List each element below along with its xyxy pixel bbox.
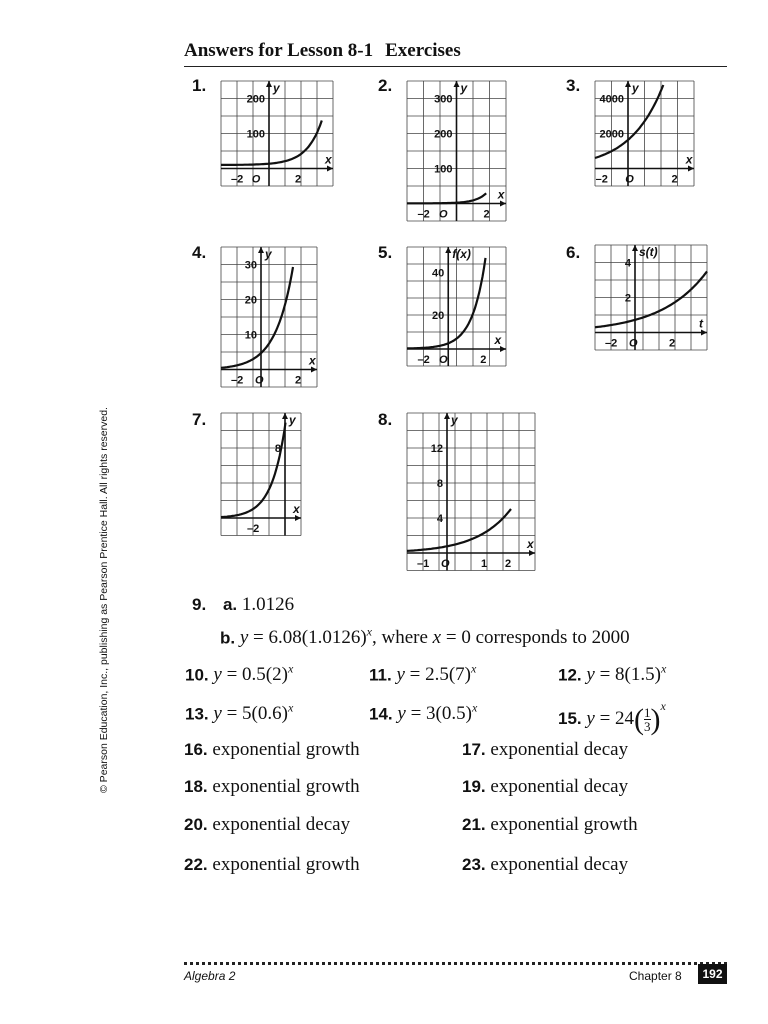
answer-text: exponential decay: [490, 739, 629, 760]
x-tick-label: –2: [417, 208, 430, 221]
answer-number: 15.: [558, 709, 582, 728]
y-axis-name: s(t): [639, 245, 658, 259]
answer-number: 21.: [462, 815, 486, 834]
answer-text: exponential growth: [212, 854, 360, 875]
y-axis-name: y: [273, 81, 280, 95]
x-tick-label: O: [438, 208, 448, 221]
answer-text: 1.0126: [241, 594, 295, 615]
y-tick-label: 20: [432, 310, 445, 322]
answer-text: exponential growth: [490, 814, 638, 835]
y-axis-name: f(x): [452, 247, 471, 261]
answer-formula: $y = 2.5(7)^x$: [396, 662, 477, 686]
x-tick-label: 2: [295, 173, 302, 186]
x-tick-label: O: [441, 558, 450, 570]
answer-formula: $y = 8(1.5)^x$: [586, 662, 667, 686]
answer-text: exponential decay: [490, 854, 629, 875]
answer-12: [558, 662, 666, 686]
y-tick-label: 4: [624, 257, 631, 270]
x-axis-name: x: [293, 502, 300, 516]
y-tick-label: 20: [244, 294, 257, 307]
x-tick-label: –2: [231, 173, 244, 186]
answer-formula: $y = 5(0.6)^x$: [213, 701, 294, 725]
lesson-title: Answers for Lesson 8-1: [184, 40, 374, 61]
answer-text: exponential decay: [212, 814, 351, 835]
page-title: [184, 40, 461, 62]
answer-9a: [192, 594, 294, 616]
arrow-icon: [444, 413, 450, 419]
y-axis-name: y: [632, 81, 639, 95]
coordinate-grid: [595, 245, 707, 350]
x-tick-label: –2: [417, 354, 430, 366]
x-tick-label: 2: [480, 354, 487, 366]
answer-number: 16.: [184, 740, 208, 759]
y-axis-name: y: [289, 413, 296, 427]
y-tick-label: 8: [274, 443, 281, 455]
answer-number: 12.: [558, 665, 582, 685]
x-tick-label: –2: [605, 337, 618, 350]
answer-20: [184, 814, 350, 836]
answer-number: 9.: [192, 595, 207, 614]
y-tick-label: 4000: [599, 93, 624, 106]
exercise-number: 5.: [378, 243, 393, 262]
y-tick-label: 2: [624, 292, 631, 305]
header-rule: [184, 66, 727, 67]
answer-number: 10.: [185, 665, 209, 685]
exercise-number: 8.: [378, 410, 393, 429]
footer-book-title: Algebra 2: [184, 969, 236, 983]
answer-text: exponential growth: [212, 776, 360, 797]
x-tick-label: 2: [669, 337, 676, 350]
answer-number: 22.: [184, 855, 208, 874]
x-axis-name: x: [325, 152, 332, 167]
x-axis-name: x: [527, 537, 534, 551]
y-tick-label: 30: [244, 259, 257, 272]
answer-11: [369, 662, 476, 686]
answer-17: [462, 739, 628, 761]
graph-exercise-5: [406, 246, 507, 367]
y-axis-name: y: [265, 247, 272, 261]
answer-number: 19.: [462, 777, 486, 796]
coordinate-grid: [407, 247, 506, 366]
answer-number: 20.: [184, 815, 208, 834]
x-tick-label: O: [625, 173, 634, 186]
arrow-icon: [258, 247, 264, 253]
y-tick-label: 200: [434, 128, 453, 141]
x-tick-label: –1: [417, 558, 430, 570]
graph-curve: [407, 193, 486, 203]
answer-9b: [220, 625, 630, 649]
answer-21: [462, 814, 638, 836]
arrow-icon: [266, 81, 272, 87]
x-tick-label: 2: [671, 173, 678, 186]
answer-22: [184, 854, 360, 876]
x-axis-name: x: [685, 152, 693, 167]
x-tick-label: –2: [247, 523, 260, 535]
x-tick-label: 1: [481, 558, 488, 570]
answer-14: [369, 701, 477, 725]
graph-exercise-7: [220, 412, 302, 537]
answer-number: 13.: [185, 704, 209, 724]
arrow-icon: [454, 81, 460, 87]
exercise-number: 2.: [378, 76, 393, 95]
y-tick-label: 300: [434, 93, 453, 106]
graph-curve: [221, 121, 322, 165]
answer-formula: $y = 3(0.5)^x$: [397, 701, 478, 725]
graph-exercise-4: [220, 246, 318, 388]
y-tick-label: 10: [244, 329, 257, 342]
answer-19: [462, 776, 628, 798]
y-axis-name: y: [460, 81, 468, 95]
x-axis-name: x: [497, 187, 505, 202]
arrow-icon: [282, 413, 288, 419]
coordinate-grid: [221, 81, 333, 186]
x-tick-label: –2: [231, 374, 244, 387]
answer-16: [184, 739, 360, 761]
answer-formula: y = 24( $\frac{1}{3}$ )$^x$: [586, 699, 666, 736]
x-tick-label: O: [255, 374, 264, 387]
y-tick-label: 100: [246, 128, 265, 141]
footer-dotted-rule: [184, 962, 727, 968]
graph-exercise-8: [406, 412, 536, 572]
x-tick-label: O: [629, 337, 638, 350]
answer-number: 18.: [184, 777, 208, 796]
graph-exercise-2: [406, 80, 507, 222]
part-label: a.: [222, 595, 238, 614]
y-axis-name: y: [451, 413, 458, 427]
graph-exercise-6: [594, 244, 708, 351]
graph-exercise-1: [220, 80, 334, 187]
part-label: b.: [220, 628, 236, 648]
arrow-icon: [625, 81, 631, 87]
exercise-number: 7.: [192, 410, 207, 429]
coordinate-grid: [407, 413, 535, 571]
x-axis-name: x: [494, 333, 502, 347]
y-tick-label: 4: [436, 513, 443, 525]
answer-13: [185, 701, 293, 725]
y-tick-label: 12: [430, 443, 443, 455]
exercise-number: 3.: [566, 76, 581, 95]
answer-number: 23.: [462, 855, 486, 874]
x-tick-label: 2: [483, 208, 490, 221]
copyright-notice: © Pearson Education, Inc., publishing as Pearson Prentice Hall. All rights reserved.: [98, 407, 110, 793]
y-tick-label: 8: [436, 478, 443, 490]
answer-number: 11.: [369, 665, 392, 685]
answer-15: [558, 699, 666, 736]
x-tick-label: 2: [295, 374, 302, 387]
answer-formula: $y = 0.5(2)^x$: [213, 662, 294, 686]
answer-10: [185, 662, 293, 686]
answer-number: 17.: [462, 740, 486, 759]
graph-curve: [407, 258, 486, 349]
exercise-number: 1.: [192, 76, 207, 95]
x-axis-name: x: [309, 353, 316, 368]
graph-exercise-3: [594, 80, 695, 187]
section-title: Exercises: [385, 40, 461, 61]
y-tick-label: 40: [432, 267, 445, 280]
arrow-icon: [445, 247, 451, 253]
footer-chapter: Chapter 8: [629, 969, 682, 983]
x-tick-label: 2: [505, 558, 512, 570]
arrow-icon: [632, 245, 638, 251]
coordinate-grid: [221, 413, 301, 536]
answer-text: $y = 6.08(1.0126)^x$, where x = 0 corresponds to 2000: [239, 625, 630, 649]
coordinate-grid: [407, 81, 506, 221]
coordinate-grid: [221, 247, 317, 387]
x-tick-label: O: [251, 173, 261, 186]
coordinate-grid: [595, 81, 694, 186]
footer-page-number: 192: [698, 964, 727, 984]
y-tick-label: 100: [434, 163, 453, 176]
answer-18: [184, 776, 360, 798]
answer-text: exponential decay: [490, 776, 629, 797]
exercise-number: 4.: [192, 243, 207, 262]
exercise-number: 6.: [566, 243, 581, 262]
answer-number: 14.: [369, 704, 393, 724]
x-axis-name: t: [699, 316, 703, 331]
y-tick-label: 2000: [599, 128, 624, 141]
answer-text: exponential growth: [212, 739, 360, 760]
answer-23: [462, 854, 628, 876]
y-tick-label: 200: [246, 93, 265, 106]
x-tick-label: –2: [595, 173, 608, 186]
x-tick-label: O: [438, 354, 448, 366]
